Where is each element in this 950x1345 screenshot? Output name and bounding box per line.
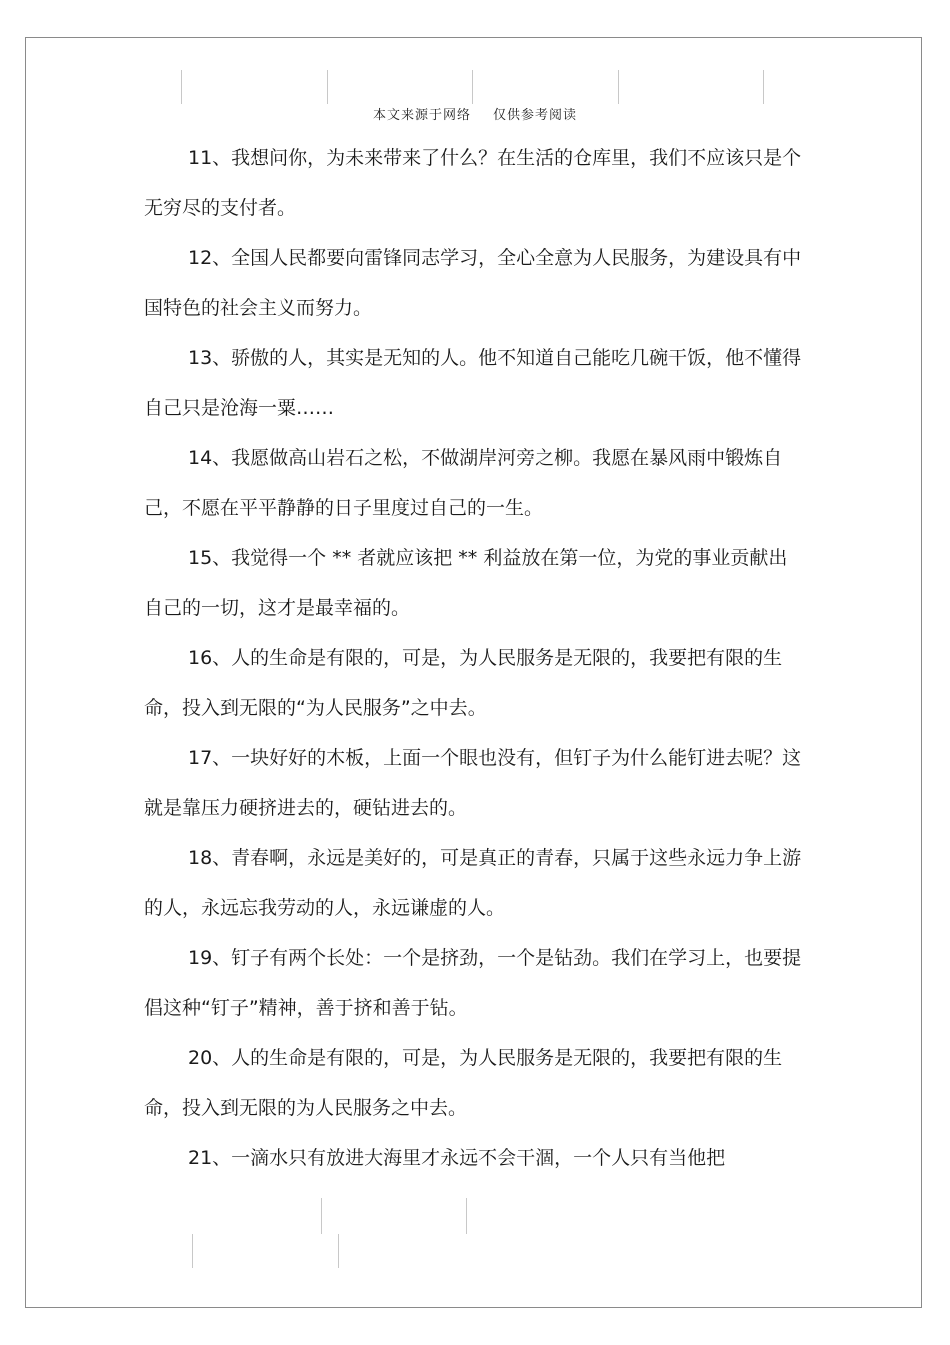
paragraph: 20、人的生命是有限的，可是，为人民服务是无限的，我要把有限的生命，投入到无限的为人民服务之中去。 [144, 1047, 783, 1119]
scan-mark [327, 70, 328, 104]
scan-mark [466, 1198, 467, 1234]
paragraph: 21、一滴水只有放进大海里才永远不会干涸，一个人只有当他把 [188, 1147, 726, 1169]
scan-mark [618, 70, 619, 104]
source-note: 本文来源于网络 [372, 108, 471, 123]
paragraph: 13、骄傲的人，其实是无知的人。他不知道自己能吃几碗干饭，他不懂得自己只是沧海一粟…… [144, 347, 802, 419]
scan-mark [338, 1234, 339, 1268]
paragraph: 14、我愿做高山岩石之松，不做湖岸河旁之柳。我愿在暴风雨中锻炼自己，不愿在平平静静的日子里度过自己的一生。 [144, 447, 783, 519]
paragraph: 18、青春啊，永远是美好的，可是真正的青春，只属于这些永远力争上游的人，永远忘我劳动的人，永远谦虚的人。 [144, 847, 802, 919]
paragraph: 11、我想问你，为未来带来了什么？在生活的仓库里，我们不应该只是个无穷尽的支付者。 [144, 147, 802, 219]
scan-mark [321, 1198, 322, 1234]
header-note [0, 104, 950, 123]
reference-note: 仅供参考阅读 [493, 108, 578, 123]
document-body [144, 133, 804, 1183]
paragraph: 16、人的生命是有限的，可是，为人民服务是无限的，我要把有限的生命，投入到无限的“为人民服务”之中去。 [144, 647, 783, 719]
paragraph: 15、我觉得一个 ** 者就应该把 ** 利益放在第一位，为党的事业贡献出自己的一切，这才是最幸福的。 [144, 547, 788, 619]
scan-mark [181, 70, 182, 104]
scan-mark [763, 70, 764, 104]
paragraph: 19、钉子有两个长处：一个是挤劲，一个是钻劲。我们在学习上，也要提倡这种“钉子”精神，善于挤和善于钻。 [144, 947, 802, 1019]
paragraph: 17、一块好好的木板，上面一个眼也没有，但钉子为什么能钉进去呢？这就是靠压力硬挤进去的，硬钻进去的。 [144, 747, 802, 819]
scan-mark [472, 70, 473, 104]
paragraph: 12、全国人民都要向雷锋同志学习，全心全意为人民服务，为建设具有中国特色的社会主义而努力。 [144, 247, 802, 319]
scan-mark [192, 1234, 193, 1268]
